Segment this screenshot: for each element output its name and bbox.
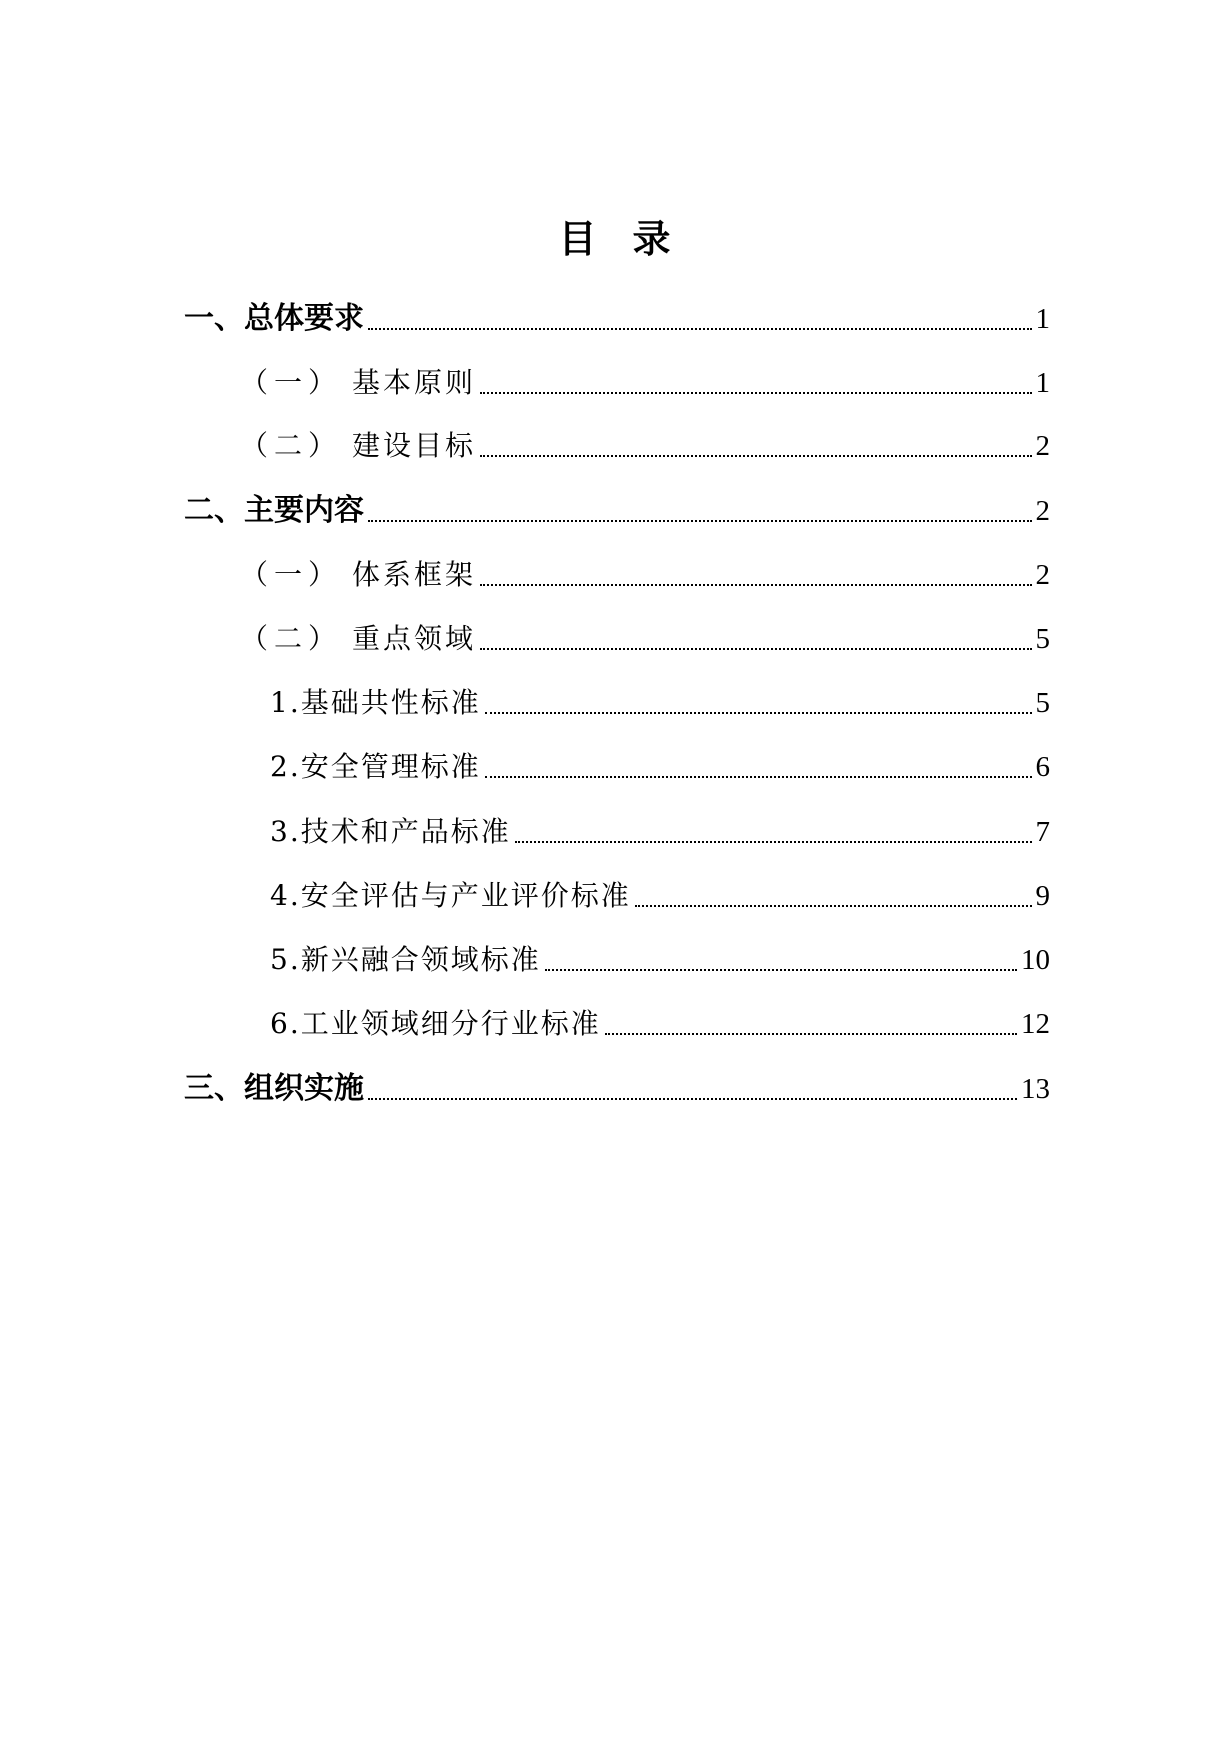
- toc-page-number: 2: [1035, 495, 1050, 527]
- toc-entry-text: 体系框架: [352, 558, 477, 591]
- toc-leader-dots: [605, 1033, 1017, 1035]
- toc-leader-dots: [368, 520, 1032, 522]
- toc-leader-dots: [485, 712, 1032, 714]
- toc-entry-text: 重点领域: [352, 622, 477, 655]
- toc-leader-dots: [635, 905, 1032, 907]
- toc-entry-label: 6.工业领域细分行业标准: [270, 1007, 601, 1040]
- toc-entry-label: 2.安全管理标准: [270, 750, 481, 783]
- toc-page-number: 10: [1021, 944, 1050, 976]
- toc-leader-dots: [368, 328, 1032, 330]
- toc-entry-1-2[interactable]: [240, 424, 1050, 468]
- toc-entry-2-2[interactable]: [240, 617, 1050, 661]
- toc-page-number: 2: [1035, 559, 1050, 591]
- toc-entry-2-2-2[interactable]: [270, 745, 1050, 789]
- toc-entry-1-1[interactable]: [240, 361, 1050, 405]
- toc-entry-label: 三、组织实施: [184, 1071, 364, 1106]
- toc-entry-label: [240, 361, 476, 405]
- toc-entry-prefix: （二）: [240, 429, 343, 462]
- toc-page-number: 6: [1035, 751, 1050, 783]
- toc-leader-dots: [480, 455, 1031, 457]
- title-char-2: 录: [632, 217, 673, 261]
- toc-entry-3[interactable]: [184, 1067, 1050, 1111]
- toc-page-number: 1: [1035, 367, 1050, 399]
- toc-page-number: 1: [1035, 303, 1050, 335]
- toc-leader-dots: [480, 648, 1031, 650]
- toc-page-number: 12: [1021, 1008, 1050, 1040]
- toc-entry-prefix: （一）: [240, 366, 343, 399]
- toc-entry-label: 5.新兴融合领域标准: [270, 943, 541, 976]
- toc-leader-dots: [480, 392, 1031, 394]
- toc-entry-2-2-1[interactable]: [270, 681, 1050, 725]
- toc-entry-label: [240, 553, 476, 597]
- toc-leader-dots: [485, 776, 1032, 778]
- toc-leader-dots: [545, 969, 1017, 971]
- toc-entry-label: 二、主要内容: [184, 493, 364, 528]
- toc-page-number: 5: [1035, 687, 1050, 719]
- toc-entry-2-2-3[interactable]: [270, 810, 1050, 854]
- toc-entry-prefix: （二）: [240, 622, 343, 655]
- toc-entry-2[interactable]: [184, 489, 1050, 533]
- toc-entry-2-2-4[interactable]: [270, 874, 1050, 918]
- toc-entry-label: 一、总体要求: [184, 301, 364, 336]
- toc-entry-label: [240, 424, 476, 468]
- toc-leader-dots: [480, 584, 1031, 586]
- toc-entry-text: 建设目标: [352, 429, 477, 462]
- toc-entry-label: 3.技术和产品标准: [270, 815, 511, 848]
- toc-entry-2-2-6[interactable]: [270, 1002, 1050, 1046]
- toc-page-number: 9: [1035, 880, 1050, 912]
- toc-entry-label: [240, 617, 476, 661]
- toc-entry-label: 4.安全评估与产业评价标准: [270, 879, 631, 912]
- toc-leader-dots: [368, 1098, 1017, 1100]
- toc-page-number: 13: [1021, 1073, 1050, 1105]
- toc-entry-text: 基本原则: [352, 366, 477, 399]
- toc-page-number: 7: [1035, 816, 1050, 848]
- toc-entry-1[interactable]: [184, 297, 1050, 341]
- toc-entry-label: 1.基础共性标准: [270, 686, 481, 719]
- toc-leader-dots: [515, 841, 1032, 843]
- toc-page-number: 2: [1035, 430, 1050, 462]
- toc-entry-2-1[interactable]: [240, 553, 1050, 597]
- title-char-1: 目: [558, 217, 599, 261]
- toc-entry-2-2-5[interactable]: [270, 938, 1050, 982]
- toc-page-number: 5: [1035, 623, 1050, 655]
- toc-entry-prefix: （一）: [240, 558, 343, 591]
